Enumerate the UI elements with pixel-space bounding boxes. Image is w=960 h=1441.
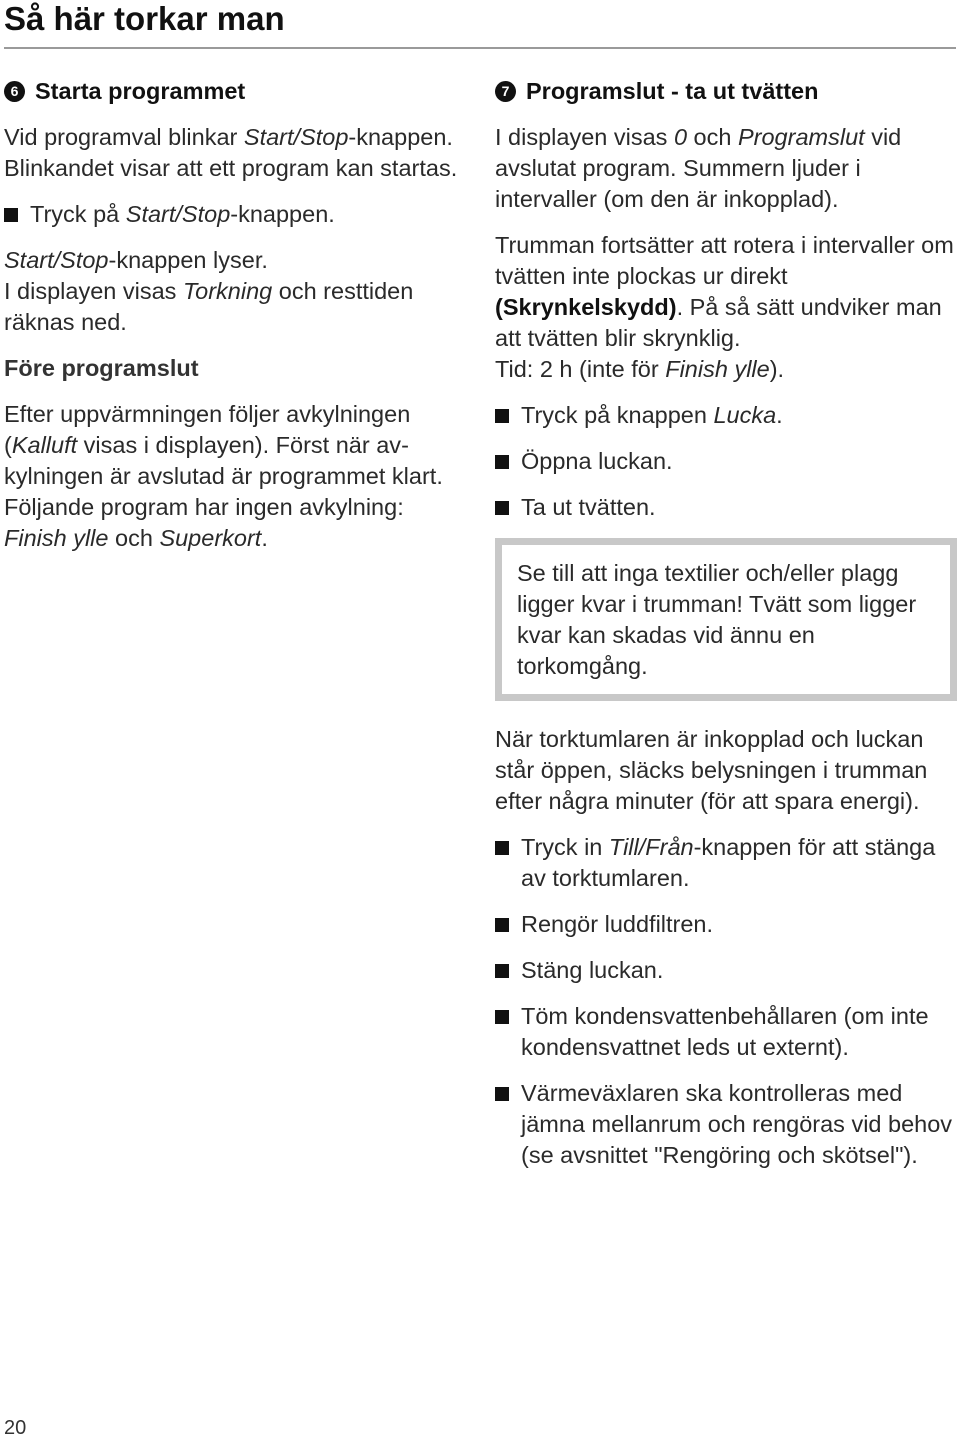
section-subheading: Före programslut (4, 355, 199, 381)
step-6-heading (4, 76, 464, 107)
step-6-title: Starta programmet (35, 78, 246, 104)
square-bullet-icon (4, 208, 18, 222)
left-column (4, 76, 464, 569)
right-column (495, 76, 957, 1186)
intro-paragraph: Vid programval blinkar Start/Stop-knappen. Blinkandet visar att ett program kan startas. (4, 124, 458, 181)
square-bullet-icon (495, 841, 509, 855)
square-bullet-icon (495, 409, 509, 423)
page-title: Så här torkar man (4, 0, 285, 37)
list-item: Tryck på Start/Stop-knappen. (4, 199, 464, 230)
list-item: Rengör luddfiltren. (495, 909, 957, 940)
square-bullet-icon (495, 1087, 509, 1101)
warning-box: Se till att inga textilier och/eller plagg ligger kvar i trumman! Tvätt som ligger kvar kan skadas vid ännu en torkomgång. (495, 538, 957, 701)
list-item: Värmeväxlaren ska kontrolleras med jämna mellanrum och rengöras vid behov (se avsnittet "Rengöring och skötsel"). (495, 1078, 957, 1171)
square-bullet-icon (495, 1010, 509, 1024)
no-cooling-paragraph: Följande program har ingen avkylning: Finish ylle och Superkort. (4, 494, 404, 551)
page-number: 20 (4, 1417, 27, 1439)
list-item: Tryck på knappen Lucka. (495, 400, 957, 431)
list-item: Ta ut tvätten. (495, 492, 957, 523)
square-bullet-icon (495, 501, 509, 515)
status-text: Start/Stop-knappen lyser. (4, 247, 268, 273)
step-number-badge: 7 (495, 81, 516, 102)
square-bullet-icon (495, 964, 509, 978)
square-bullet-icon (495, 918, 509, 932)
list-item: Öppna luckan. (495, 446, 957, 477)
drum-paragraph: Trumman fortsätter att rotera i intervaller om tvätten inte plockas ur direkt (Skrynkelskydd). På så sätt undviker man att tvätten blir skrynklig. (495, 232, 954, 351)
step-number-badge: 6 (4, 81, 25, 102)
light-paragraph: När torktumlaren är inkopplad och luckan står öppen, släcks belysningen i trumman efter några minuter (för att spara energi). (495, 726, 928, 814)
step-7-heading (495, 76, 957, 107)
title-divider (4, 47, 956, 49)
list-item: Tryck in Till/Från-knappen för att stänga av torktumlaren. (495, 832, 957, 894)
step-7-title: Programslut - ta ut tvätten (526, 78, 819, 104)
display-paragraph: I displayen visas 0 och Programslut vid avslutat program. Summern ljuder i intervaller (om den är inkopplad). (495, 124, 902, 212)
list-item: Stäng luckan. (495, 955, 957, 986)
list-item: Töm kondensvattenbehållaren (om inte kondensvattnet leds ut externt). (495, 1001, 957, 1063)
display-text: I displayen visas Torkning och resttiden räknas ned. (4, 278, 414, 335)
square-bullet-icon (495, 455, 509, 469)
time-text: Tid: 2 h (inte för Finish ylle). (495, 356, 785, 382)
cooling-paragraph: Efter uppvärmningen följer avkylningen (Kalluft visas i displayen). Först när avkylningen är avslutad är programmet klart. (4, 401, 443, 489)
